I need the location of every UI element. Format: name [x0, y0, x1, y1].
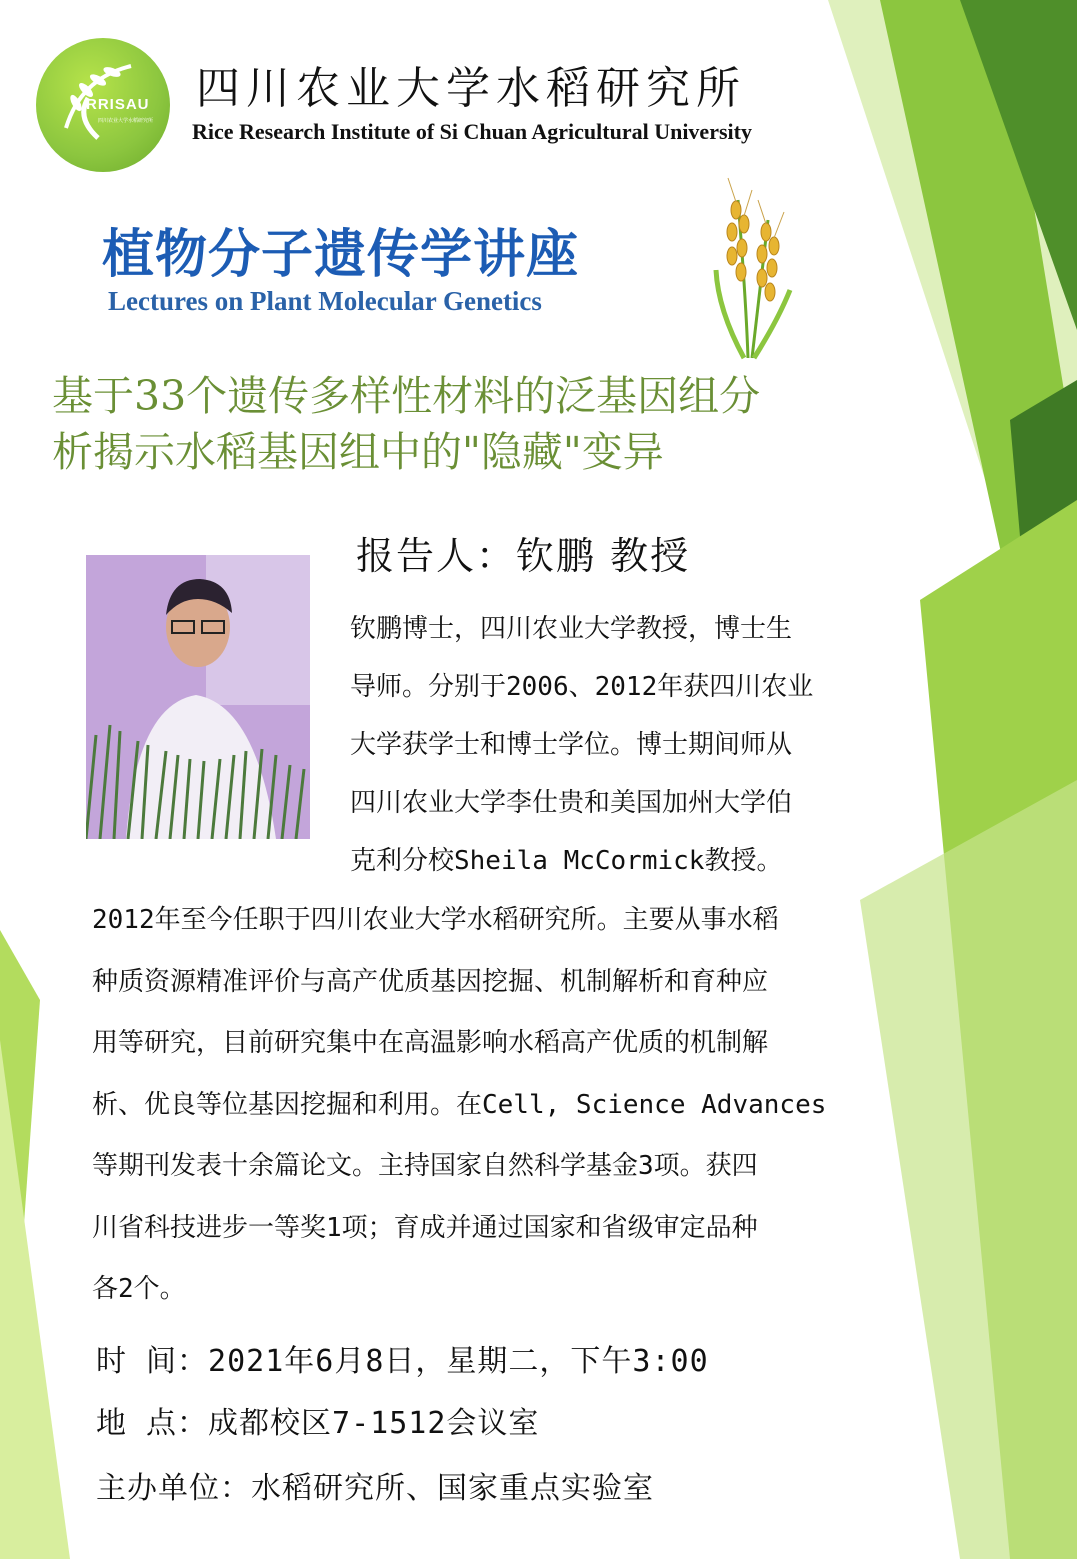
- lecture-title: [52, 368, 892, 480]
- bio-line: 各2个。: [92, 1274, 186, 1304]
- institute-name-cn: 四川农业大学水稻研究所: [196, 63, 746, 114]
- bio-line: 析、优良等位基因挖掘和利用。在Cell, Science Advances: [92, 1089, 827, 1120]
- speaker-label: 报告人：钦鹏 教授: [356, 534, 691, 578]
- bio-line: 四川农业大学李仕贵和美国加州大学伯: [350, 788, 793, 818]
- bio-line: 大学获学士和博士学位。博士期间师从: [350, 730, 793, 760]
- speaker-photo: [86, 555, 310, 839]
- logo-text: RRISAU: [86, 96, 150, 113]
- bio-line: 种质资源精准评价与高产优质基因挖掘、机制解析和育种应: [92, 966, 769, 997]
- event-host: 主办单位：水稻研究所、国家重点实验室: [96, 1471, 654, 1506]
- series-title-cn: 植物分子遗传学讲座: [102, 225, 580, 285]
- bio-line: 2012年至今任职于四川农业大学水稻研究所。主要从事水稻: [92, 905, 779, 935]
- lecture-title-line-1: 基于33个遗传多样性材料的泛基因组分: [52, 372, 761, 420]
- speaker-bio-bottom: [92, 890, 927, 1321]
- bio-line: 克利分校Sheila McCormick教授。: [350, 846, 783, 876]
- bio-line: 川省科技进步一等奖1项；育成并通过国家和省级审定品种: [92, 1212, 758, 1243]
- bio-line: 导师。分别于2006、2012年获四川农业: [350, 672, 814, 702]
- rice-ear-icon: [708, 160, 798, 360]
- event-time: 时 间：2021年6月8日，星期二，下午3:00: [96, 1344, 709, 1379]
- bio-line: 等期刊发表十余篇论文。主持国家自然科学基金3项。获四: [92, 1151, 758, 1181]
- institute-name-en: Rice Research Institute of Si Chuan Agricultural University: [192, 119, 752, 144]
- speaker-bio-top: [350, 600, 925, 890]
- bio-line: 用等研究，目前研究集中在高温影响水稻高产优质的机制解: [92, 1028, 769, 1058]
- bio-line: 钦鹏博士，四川农业大学教授，博士生: [350, 614, 793, 644]
- logo-small-text: 四川农业大学水稻研究所: [98, 118, 154, 124]
- lecture-title-line-2: 析揭示水稻基因组中的"隐藏"变异: [52, 428, 664, 476]
- series-title-en: Lectures on Plant Molecular Genetics: [108, 286, 542, 316]
- event-place: 地 点：成都校区7-1512会议室: [96, 1406, 540, 1441]
- speaker-portrait-image: [86, 555, 310, 839]
